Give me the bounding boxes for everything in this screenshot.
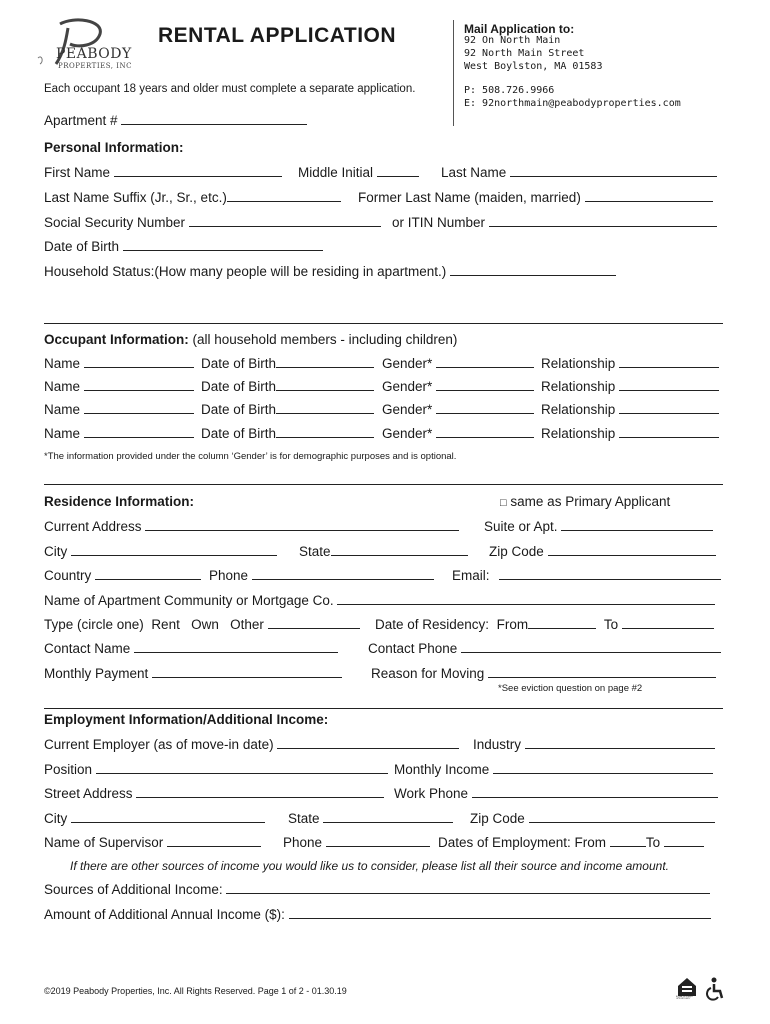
same-as-label: same as Primary Applicant: [510, 494, 671, 509]
emp-state-row: [288, 810, 453, 826]
mail-line-3: West Boylston, MA 01583: [464, 61, 603, 72]
sources-label: Sources of Additional Income:: [44, 882, 223, 897]
country-label: Country: [44, 568, 92, 583]
occupant-heading-row: [44, 332, 457, 347]
type-label: Type (circle one): [44, 617, 144, 632]
itin-field[interactable]: [489, 214, 717, 227]
work-phone-field[interactable]: [472, 785, 718, 798]
industry-field[interactable]: [525, 736, 715, 749]
contact-name-field[interactable]: [134, 640, 338, 653]
logo-subtitle: PROPERTIES, INC: [58, 62, 132, 70]
middle-initial-label: Middle Initial: [298, 165, 374, 180]
res-zip-row: [489, 543, 716, 559]
type-row: [44, 616, 360, 632]
residence-heading: Residence Information:: [44, 494, 195, 509]
mail-line-2: 92 North Main Street: [464, 48, 585, 59]
same-as-checkbox[interactable]: □: [500, 497, 507, 509]
community-label: Name of Apartment Community or Mortgage Co.: [44, 593, 334, 608]
work-phone-label: Work Phone: [394, 786, 469, 801]
household-label: Household Status:(How many people will be residing in apartment.): [44, 264, 447, 279]
monthly-income-field[interactable]: [493, 761, 713, 774]
res-email-row: [452, 567, 721, 583]
type-other-field[interactable]: [268, 616, 360, 629]
occupant-relationship-label: Relationship: [541, 379, 616, 394]
amount-field[interactable]: [289, 906, 711, 919]
res-city-row: [44, 543, 277, 559]
amount-row: [44, 906, 711, 922]
res-city-field[interactable]: [71, 543, 277, 556]
position-field[interactable]: [96, 761, 388, 774]
occupant-dob-field[interactable]: [276, 355, 374, 368]
occupant-dob-label: Date of Birth: [201, 356, 277, 371]
occupant-relationship-2: [541, 378, 719, 394]
res-city-label: City: [44, 544, 68, 559]
monthly-payment-label: Monthly Payment: [44, 666, 149, 681]
occupant-name-field[interactable]: [84, 355, 194, 368]
apartment-label: Apartment #: [44, 113, 118, 128]
equal-housing-logo: [676, 976, 698, 1002]
reason-row: [371, 665, 716, 681]
reason-field[interactable]: [488, 665, 716, 678]
first-name-label: First Name: [44, 165, 111, 180]
emp-city-row: [44, 810, 265, 826]
community-row: [44, 592, 715, 608]
suffix-row: [44, 189, 341, 205]
emp-zip-field[interactable]: [529, 810, 715, 823]
contact-name-row: [44, 640, 338, 656]
supervisor-phone-row: [283, 834, 430, 850]
occupant-relationship-label: Relationship: [541, 426, 616, 441]
emp-state-label: State: [288, 811, 320, 826]
res-email-label: Email:: [452, 568, 490, 583]
occupant-name-label: Name: [44, 426, 81, 441]
occupant-relationship-field[interactable]: [619, 355, 719, 368]
footer-copyright: ©2019 Peabody Properties, Inc. All Rights Reserved. Page 1 of 2 - 01.30.19: [44, 986, 347, 996]
middle-initial-field[interactable]: [377, 164, 419, 177]
employer-field[interactable]: [277, 736, 459, 749]
current-address-row: [44, 518, 459, 534]
equal-housing-text: EQUAL HOUSING OPPORTUNITY: [676, 996, 693, 1000]
residency-from-field[interactable]: [528, 616, 596, 629]
monthly-income-label: Monthly Income: [394, 762, 490, 777]
occupant-gender-1: [382, 355, 534, 371]
emp-city-label: City: [44, 811, 68, 826]
monthly-payment-row: [44, 665, 342, 681]
occupant-dob-field[interactable]: [276, 401, 374, 414]
sources-field[interactable]: [226, 881, 710, 894]
occupant-gender-3: [382, 401, 534, 417]
occupant-name-field[interactable]: [84, 425, 194, 438]
contact-phone-label: Contact Phone: [368, 641, 458, 656]
middle-initial-row: [298, 164, 419, 180]
dob-label: Date of Birth: [44, 239, 120, 254]
residency-row: [375, 616, 714, 632]
occupant-heading-note: (all household members - including children): [192, 332, 458, 347]
employment-to-field[interactable]: [664, 834, 704, 847]
first-name-row: [44, 164, 282, 180]
mail-divider: [453, 20, 454, 126]
employment-dates-row: [438, 834, 704, 850]
current-address-field[interactable]: [145, 518, 459, 531]
supervisor-label: Name of Supervisor: [44, 835, 164, 850]
personal-heading: Personal Information:: [44, 140, 184, 155]
occupant-name-label: Name: [44, 356, 81, 371]
occupant-relationship-3: [541, 401, 719, 417]
divider-occupant: [44, 323, 723, 324]
occupant-dob-label: Date of Birth: [201, 402, 277, 417]
suffix-field[interactable]: [227, 189, 341, 202]
employment-from-label: Dates of Employment: From: [438, 835, 607, 850]
dob-field[interactable]: [123, 238, 323, 251]
last-name-row: [441, 164, 717, 180]
apartment-field[interactable]: [121, 112, 307, 125]
occupant-relationship-field[interactable]: [619, 425, 719, 438]
occupant-gender-4: [382, 425, 534, 441]
apartment-row: [44, 112, 307, 128]
employment-heading: Employment Information/Additional Income:: [44, 712, 329, 727]
intro-text: Each occupant 18 years and older must complete a separate application.: [44, 83, 416, 95]
res-state-field[interactable]: [331, 543, 468, 556]
reason-label: Reason for Moving: [371, 666, 485, 681]
community-field[interactable]: [337, 592, 715, 605]
former-last-row: [358, 189, 713, 205]
occupant-gender-label: Gender*: [382, 379, 433, 394]
occupant-name-field[interactable]: [84, 378, 194, 391]
emp-state-field[interactable]: [323, 810, 453, 823]
position-row: [44, 761, 388, 777]
occupant-heading: Occupant Information:: [44, 332, 189, 347]
current-address-label: Current Address: [44, 519, 142, 534]
occupant-dob-4: [201, 425, 374, 441]
other-income-note: If there are other sources of income you would like us to consider, please list all their source and income amount.: [70, 859, 669, 873]
occupant-relationship-field[interactable]: [619, 401, 719, 414]
employment-from-field[interactable]: [610, 834, 646, 847]
ssn-label: Social Security Number: [44, 215, 186, 230]
itin-row: [392, 214, 717, 230]
amount-label: Amount of Additional Annual Income ($):: [44, 907, 285, 922]
res-phone-label: Phone: [209, 568, 249, 583]
occupant-gender-2: [382, 378, 534, 394]
emp-street-row: [44, 785, 384, 801]
monthly-payment-field[interactable]: [152, 665, 342, 678]
residency-to-field[interactable]: [622, 616, 714, 629]
accessibility-icon: [703, 977, 725, 1008]
occupant-gender-field[interactable]: [436, 425, 534, 438]
last-name-field[interactable]: [510, 164, 717, 177]
supervisor-phone-field[interactable]: [326, 834, 430, 847]
occupant-dob-3: [201, 401, 374, 417]
suite-row: [484, 518, 713, 534]
last-name-label: Last Name: [441, 165, 507, 180]
sources-row: [44, 881, 710, 897]
emp-street-field[interactable]: [136, 785, 384, 798]
occupant-dob-label: Date of Birth: [201, 426, 277, 441]
mail-email: E: 92northmain@peabodyproperties.com: [464, 98, 681, 109]
occupant-row-1: [44, 355, 194, 371]
mail-phone: P: 508.726.9966: [464, 85, 555, 96]
employer-label: Current Employer (as of move-in date): [44, 737, 274, 752]
same-as-primary[interactable]: [500, 494, 670, 509]
res-state-row: [299, 543, 468, 559]
occupant-relationship-1: [541, 355, 719, 371]
first-name-field[interactable]: [114, 164, 282, 177]
former-last-field[interactable]: [585, 189, 713, 202]
occupant-dob-2: [201, 378, 374, 394]
occupant-relationship-label: Relationship: [541, 356, 616, 371]
supervisor-row: [44, 834, 261, 850]
household-field[interactable]: [450, 263, 616, 276]
occupant-gender-label: Gender*: [382, 426, 433, 441]
emp-zip-label: Zip Code: [470, 811, 525, 826]
itin-label: or ITIN Number: [392, 215, 486, 230]
occupant-gender-label: Gender*: [382, 356, 433, 371]
suffix-label: Last Name Suffix (Jr., Sr., etc.): [44, 190, 227, 205]
mail-line-1: 92 On North Main: [464, 35, 561, 46]
divider-employment: [44, 708, 723, 709]
country-row: [44, 567, 201, 583]
res-phone-field[interactable]: [252, 567, 434, 580]
res-email-field[interactable]: [499, 567, 721, 580]
industry-row: [473, 736, 715, 752]
res-state-label: State: [299, 544, 331, 559]
work-phone-row: [394, 785, 718, 801]
res-phone-row: [209, 567, 434, 583]
occupant-name-label: Name: [44, 379, 81, 394]
res-zip-field[interactable]: [548, 543, 716, 556]
suite-label: Suite or Apt.: [484, 519, 558, 534]
residency-to-label: To: [603, 617, 619, 632]
occupant-gender-field[interactable]: [436, 378, 534, 391]
occupant-gender-field[interactable]: [436, 355, 534, 368]
residency-from-label: From: [496, 617, 529, 632]
occupant-dob-field[interactable]: [276, 425, 374, 438]
type-own-option[interactable]: Own: [191, 617, 219, 632]
occupant-name-label: Name: [44, 402, 81, 417]
industry-label: Industry: [473, 737, 522, 752]
mail-heading: Mail Application to:: [464, 22, 575, 36]
dob-row: [44, 238, 323, 254]
employer-row: [44, 736, 459, 752]
monthly-income-row: [394, 761, 713, 777]
ssn-field[interactable]: [189, 214, 381, 227]
occupant-row-2: [44, 378, 194, 394]
page-title: RENTAL APPLICATION: [158, 24, 397, 47]
type-rent-option[interactable]: Rent: [151, 617, 180, 632]
occupant-gender-label: Gender*: [382, 402, 433, 417]
res-zip-label: Zip Code: [489, 544, 544, 559]
household-row: [44, 263, 616, 279]
occupant-dob-label: Date of Birth: [201, 379, 277, 394]
occupant-row-4: [44, 425, 194, 441]
occupant-row-3: [44, 401, 194, 417]
employment-to-label: To: [645, 835, 661, 850]
country-field[interactable]: [95, 567, 201, 580]
occupant-dob-1: [201, 355, 374, 371]
ssn-row: [44, 214, 381, 230]
type-other-option[interactable]: Other: [230, 617, 264, 632]
occupant-relationship-field[interactable]: [619, 378, 719, 391]
contact-phone-row: [368, 640, 721, 656]
former-last-label: Former Last Name (maiden, married): [358, 190, 581, 205]
logo-name: PEABODY: [56, 46, 132, 62]
gender-footnote: *The information provided under the column ‘Gender’ is for demographic purposes and is optional.: [44, 451, 457, 462]
residency-label: Date of Residency:: [375, 617, 490, 632]
occupant-relationship-4: [541, 425, 719, 441]
occupant-dob-field[interactable]: [276, 378, 374, 391]
contact-phone-field[interactable]: [461, 640, 721, 653]
occupant-name-field[interactable]: [84, 401, 194, 414]
eviction-note: *See eviction question on page #2: [498, 683, 643, 694]
emp-city-field[interactable]: [71, 810, 265, 823]
suite-field[interactable]: [561, 518, 713, 531]
contact-name-label: Contact Name: [44, 641, 131, 656]
supervisor-field[interactable]: [167, 834, 261, 847]
position-label: Position: [44, 762, 93, 777]
emp-zip-row: [470, 810, 715, 826]
occupant-relationship-label: Relationship: [541, 402, 616, 417]
emp-street-label: Street Address: [44, 786, 133, 801]
occupant-gender-field[interactable]: [436, 401, 534, 414]
supervisor-phone-label: Phone: [283, 835, 323, 850]
divider-residence: [44, 484, 723, 485]
